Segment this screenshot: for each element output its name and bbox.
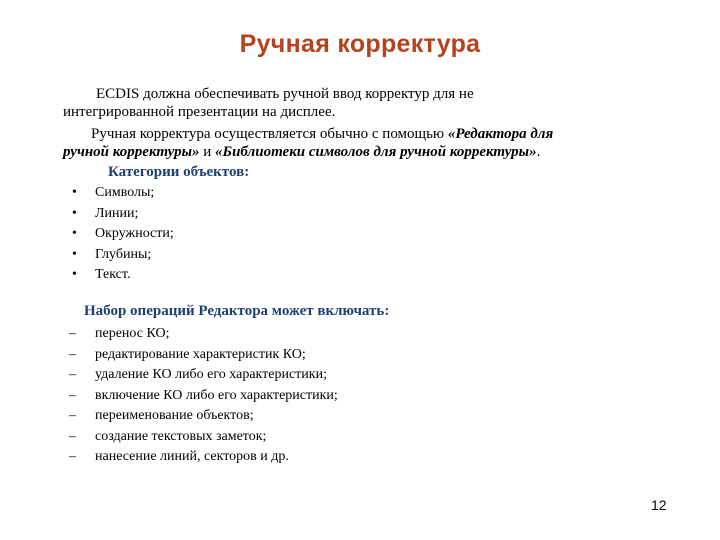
slide-title: Ручная корректура xyxy=(239,30,481,58)
dash-marker: – xyxy=(69,326,76,341)
symbol-library-name: «Библиотеки символов для ручной корректуры» xyxy=(215,144,537,160)
list-item-text: удаление КО либо его характеристики; xyxy=(95,367,327,382)
list-item xyxy=(72,224,174,245)
page-number: 12 xyxy=(651,497,667,513)
list-item-text: нанесение линий, секторов и др. xyxy=(95,449,289,464)
bullet-marker: • xyxy=(72,226,77,241)
bullet-marker: • xyxy=(72,185,77,200)
dash-marker: – xyxy=(69,428,76,444)
list-item-text: Текст. xyxy=(95,267,131,282)
list-item xyxy=(69,365,338,386)
bullet-marker: • xyxy=(72,267,77,282)
editor-name-part-1: «Редактора для xyxy=(447,126,554,142)
list-item xyxy=(69,345,338,366)
list-item-text: включение КО либо его характеристики; xyxy=(95,387,338,403)
bullet-marker: • xyxy=(72,246,77,262)
list-item-text: Глубины; xyxy=(95,246,152,262)
paragraph-2-text: Ручная корректура осуществляется обычно с помощью xyxy=(91,126,448,142)
list-item-text: переименование объектов; xyxy=(95,408,254,423)
list-item-text: Символы; xyxy=(95,185,155,200)
sentence-end: . xyxy=(536,144,541,160)
categories-heading: Категории объектов: xyxy=(108,164,250,180)
dash-marker: – xyxy=(69,449,76,464)
list-item xyxy=(69,427,338,448)
categories-list xyxy=(72,183,174,286)
dash-marker: – xyxy=(69,346,76,362)
operations-heading: Набор операций Редактора может включать: xyxy=(84,303,390,319)
list-item xyxy=(69,324,338,345)
list-item xyxy=(69,447,338,468)
list-item-text: перенос КО; xyxy=(95,326,170,341)
dash-marker: – xyxy=(69,387,76,403)
list-item xyxy=(69,386,338,407)
list-item xyxy=(72,183,174,204)
list-item xyxy=(72,245,174,266)
list-item-text: Окружности; xyxy=(95,226,174,241)
paragraph-2-line-2 xyxy=(63,143,540,161)
list-item-text: редактирование характеристик КО; xyxy=(95,346,306,362)
list-item xyxy=(69,406,338,427)
list-item xyxy=(72,204,174,225)
list-item xyxy=(72,265,174,286)
dash-marker: – xyxy=(69,367,76,382)
paragraph-1-line-2: интегрированной презентации на дисплее. xyxy=(63,104,336,120)
bullet-marker: • xyxy=(72,205,77,221)
paragraph-2-line-1 xyxy=(91,125,553,143)
list-item-text: Линии; xyxy=(95,205,139,221)
list-item-text: создание текстовых заметок; xyxy=(95,428,267,444)
editor-name-part-2: ручной корректуры» xyxy=(63,144,200,160)
paragraph-1-line-1: ECDIS должна обеспечивать ручной ввод корректур для не xyxy=(96,86,474,102)
conjunction-text: и xyxy=(199,144,216,160)
operations-list xyxy=(69,324,338,468)
dash-marker: – xyxy=(69,408,76,423)
